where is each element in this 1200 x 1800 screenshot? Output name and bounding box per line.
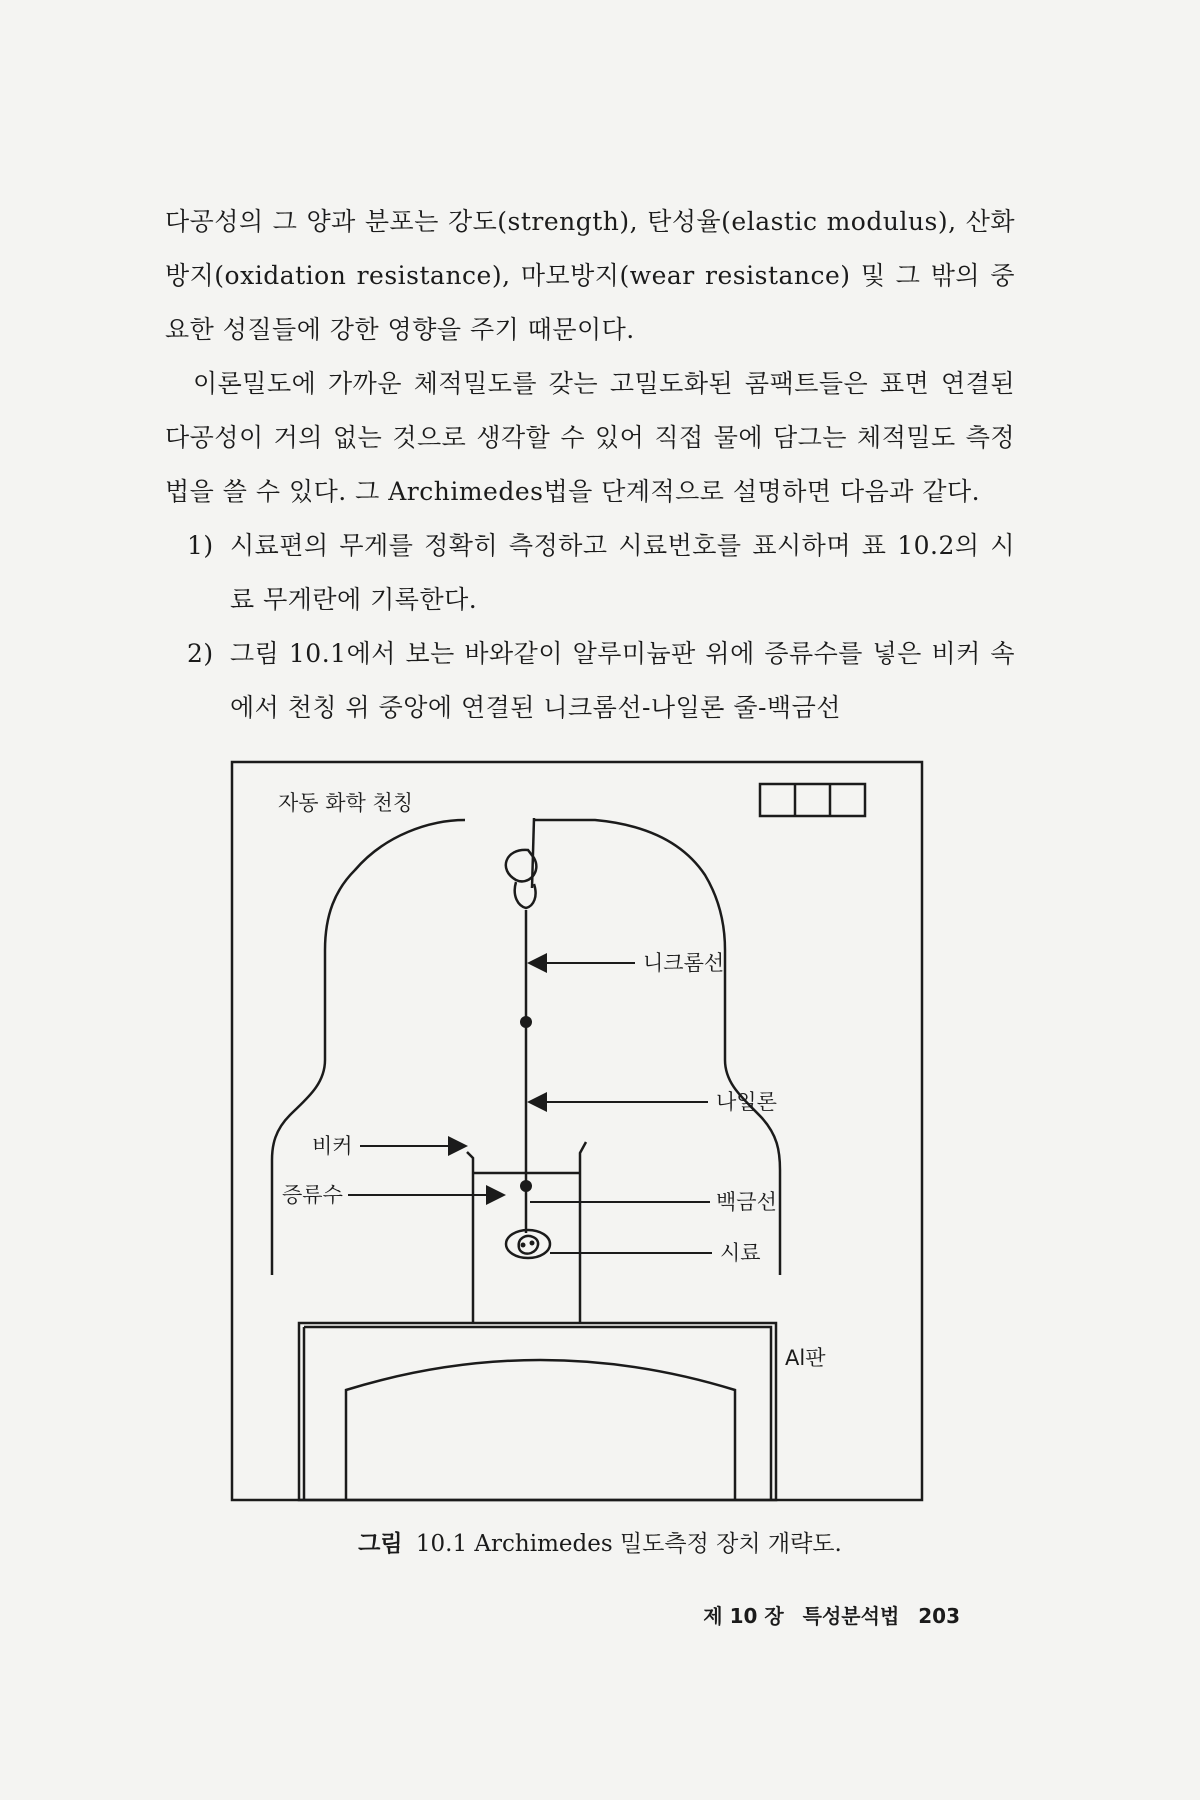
paragraph: 다공성의 그 양과 분포는 강도(strength), 탄성율(elastic modulus), 산화방지(oxidation resistance), 마모방지(wear resistance) 및 그 밖의 중요한 성질들에 강한 영향을 주기 때문이다.	[165, 207, 1015, 344]
label-water: 증류수	[282, 1183, 343, 1207]
caption-number: 10.1	[415, 1531, 468, 1557]
label-nichrome: 니크롬선	[643, 951, 725, 975]
label-platinum: 백금선	[716, 1190, 777, 1214]
aluminum-plate-inner	[304, 1327, 771, 1500]
footer-title: 특성분석법	[802, 1604, 900, 1628]
step-number: 1)	[187, 531, 214, 560]
step-text: 그림 10.1에서 보는 바와같이 알루미늄판 위에 증류수를 넣은 비커 속에서 천칭 위 중앙에 연결된 니크롬선-나일론 줄-백금선	[230, 639, 1015, 722]
aluminum-plate	[299, 1323, 776, 1500]
archimedes-apparatus-figure	[230, 760, 924, 1502]
page-number: 203	[918, 1604, 960, 1628]
knot	[520, 1016, 532, 1028]
paragraph: 이론밀도에 가까운 체적밀도를 갖는 고밀도화된 콤팩트들은 표면 연결된 다공성이 거의 없는 것으로 생각할 수 있어 직접 물에 담그는 체적밀도 측정법을 쓸 수 있다. 그 Archimedes법을 단계적으로 설명하면 다음과 같다.	[165, 369, 1015, 506]
knot	[520, 1180, 532, 1192]
label-sample: 시료	[720, 1241, 761, 1265]
balance-label: 자동 화학 천칭	[278, 791, 414, 815]
body-text	[165, 195, 1015, 735]
step-number: 2)	[187, 639, 214, 668]
apparatus-diagram	[230, 760, 924, 1502]
caption-text: Archimedes 밀도측정 장치 개략도.	[474, 1531, 842, 1557]
caption-label: 그림	[358, 1531, 403, 1557]
label-beaker: 비커	[312, 1134, 353, 1158]
label-nylon: 나일론	[716, 1090, 777, 1114]
step-item	[165, 519, 1015, 627]
balance-pan	[346, 1360, 735, 1500]
footer-chapter: 제 10 장	[703, 1604, 784, 1628]
label-al-plate: Al판	[785, 1346, 826, 1370]
step-text: 시료편의 무게를 정확히 측정하고 시료번호를 표시하며 표 10.2의 시료 무게란에 기록한다.	[230, 531, 1015, 614]
balance-frame	[232, 762, 922, 1500]
figure-caption	[0, 1525, 1200, 1558]
balance-display	[760, 784, 865, 816]
step-item	[165, 627, 1015, 735]
page-footer	[691, 1600, 960, 1629]
